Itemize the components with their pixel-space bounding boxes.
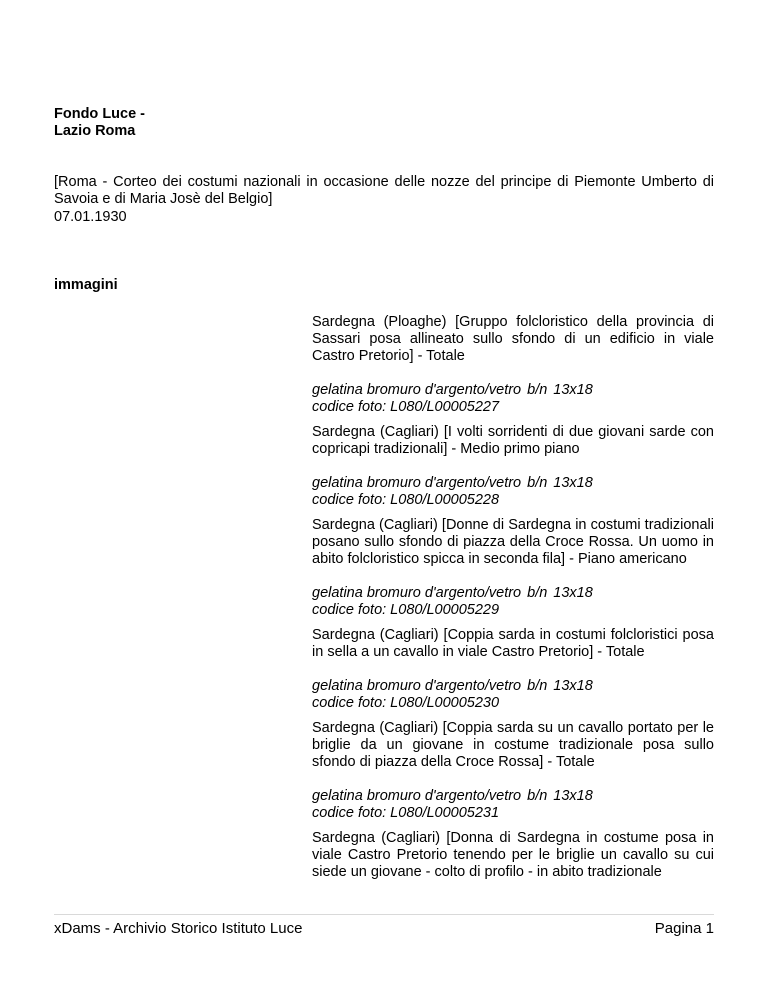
item-technique-line bbox=[312, 475, 714, 492]
item-code: codice foto: L080/L00005228 bbox=[312, 492, 500, 508]
item-metadata bbox=[312, 585, 714, 619]
list-item bbox=[312, 720, 714, 822]
item-technique: gelatina bromuro d'argento/vetro bbox=[312, 678, 522, 694]
footer-archive-name: xDams - Archivio Storico Istituto Luce bbox=[54, 920, 303, 937]
item-technique-line bbox=[312, 788, 714, 805]
item-technique-line bbox=[312, 382, 714, 399]
item-format: 13x18 bbox=[553, 475, 593, 491]
fondo-line-1: Fondo Luce - bbox=[54, 106, 146, 122]
item-description: Sardegna (Ploaghe) [Gruppo folcloristico della provincia di Sassari posa allineato sullo sfondo di un edificio in viale Castro Pretorio] - Totale bbox=[312, 314, 714, 364]
record-title: [Roma - Corteo dei costumi nazionali in occasione delle nozze del principe di Piemonte Umberto di Savoia e di Maria Josè del Belgio] bbox=[54, 174, 714, 207]
item-technique-line bbox=[312, 585, 714, 602]
item-metadata bbox=[312, 788, 714, 822]
item-description: Sardegna (Cagliari) [I volti sorridenti di due giovani sarde con copricapi tradizionali] - Medio primo piano bbox=[312, 424, 714, 457]
list-item bbox=[312, 517, 714, 619]
item-technique-line bbox=[312, 678, 714, 695]
item-metadata bbox=[312, 475, 714, 509]
item-metadata bbox=[312, 382, 714, 416]
item-code: codice foto: L080/L00005229 bbox=[312, 602, 500, 618]
record-date: 07.01.1930 bbox=[54, 209, 127, 225]
item-format: 13x18 bbox=[553, 678, 593, 694]
item-metadata bbox=[312, 678, 714, 712]
item-code: codice foto: L080/L00005230 bbox=[312, 695, 500, 711]
item-color: b/n bbox=[527, 585, 548, 601]
item-color: b/n bbox=[527, 678, 548, 694]
item-technique: gelatina bromuro d'argento/vetro bbox=[312, 475, 522, 491]
list-item bbox=[312, 627, 714, 712]
section-label: immagini bbox=[54, 277, 118, 293]
item-code: codice foto: L080/L00005231 bbox=[312, 805, 500, 821]
footer-page-number: Pagina 1 bbox=[654, 920, 714, 937]
item-format: 13x18 bbox=[553, 382, 593, 398]
list-item bbox=[312, 314, 714, 416]
item-color: b/n bbox=[527, 382, 548, 398]
fondo-heading bbox=[54, 106, 145, 140]
item-color: b/n bbox=[527, 475, 548, 491]
item-format: 13x18 bbox=[553, 788, 593, 804]
item-color: b/n bbox=[527, 788, 548, 804]
item-description: Sardegna (Cagliari) [Coppia sarda in costumi folcloristici posa in sella a un cavallo in viale Castro Pretorio] - Totale bbox=[312, 627, 714, 660]
list-item bbox=[312, 830, 714, 881]
item-technique: gelatina bromuro d'argento/vetro bbox=[312, 585, 522, 601]
item-description: Sardegna (Cagliari) [Donne di Sardegna in costumi tradizionali posano sullo sfondo di piazza della Croce Rossa. Un uomo in abito folcloristico spicca in seconda fila] - Piano americano bbox=[312, 517, 714, 567]
image-list bbox=[312, 314, 714, 881]
list-item bbox=[312, 424, 714, 509]
item-description: Sardegna (Cagliari) [Donna di Sardegna in costume posa in viale Castro Pretorio tenendo per le briglie un cavallo su cui siede un giovane - colto di profilo - in abito tradizionale bbox=[312, 830, 714, 880]
footer-divider bbox=[54, 914, 714, 915]
item-description: Sardegna (Cagliari) [Coppia sarda su un cavallo portato per le briglie da un giovane in costume tradizionale posa sullo sfondo di piazza della Croce Rossa] - Totale bbox=[312, 720, 714, 770]
item-code: codice foto: L080/L00005227 bbox=[312, 399, 500, 415]
fondo-line-2: Lazio Roma bbox=[54, 123, 136, 139]
item-format: 13x18 bbox=[553, 585, 593, 601]
item-technique: gelatina bromuro d'argento/vetro bbox=[312, 788, 522, 804]
item-technique: gelatina bromuro d'argento/vetro bbox=[312, 382, 522, 398]
